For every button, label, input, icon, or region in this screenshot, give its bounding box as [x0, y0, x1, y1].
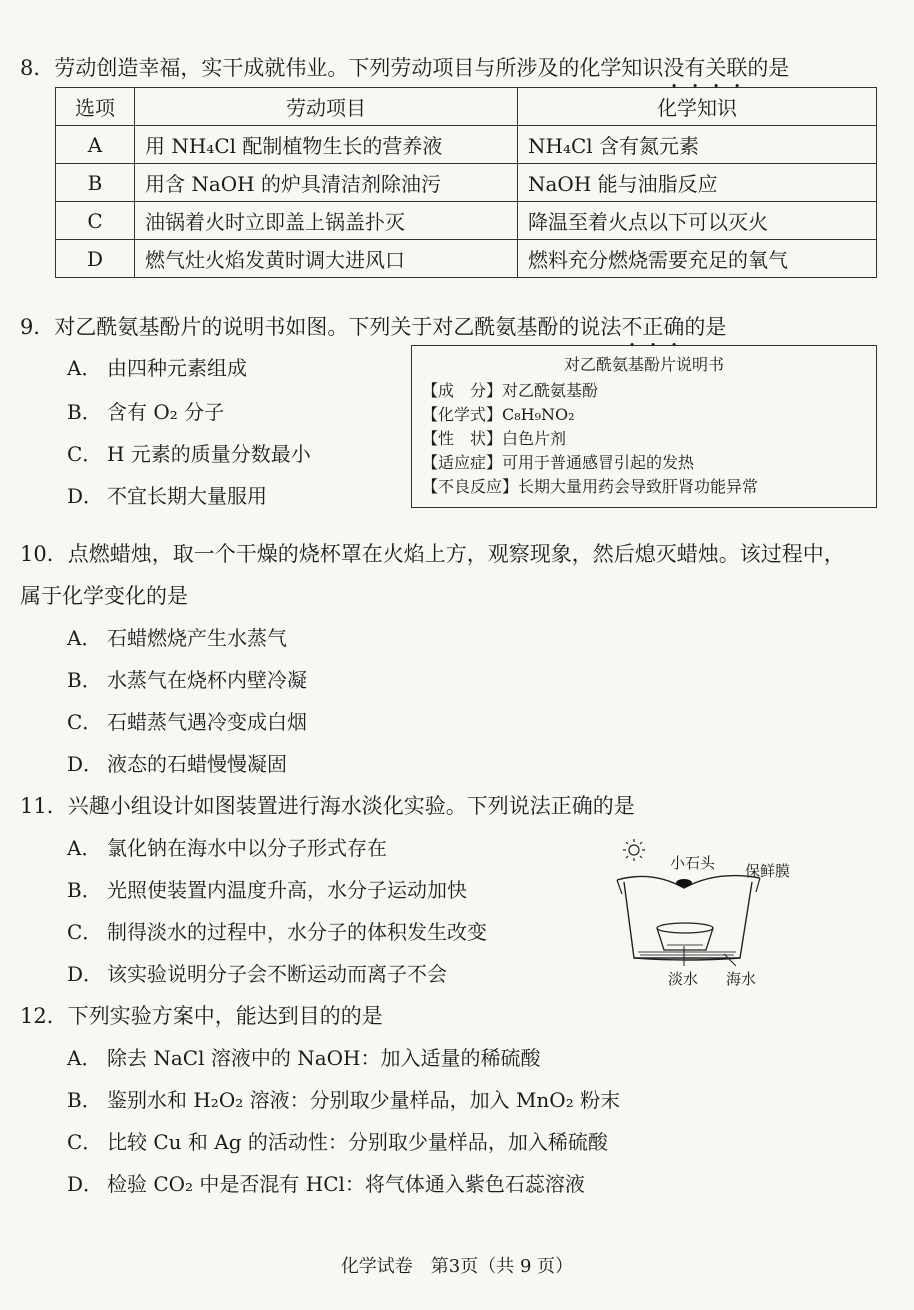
label-fresh-water: 淡水	[668, 970, 699, 988]
row-labor: 油锅着火时立即盖上锅盖扑灭	[135, 202, 518, 240]
q11-option-d: D． 该实验说明分子会不断运动而离子不会	[67, 962, 447, 986]
row-labor: 燃气灶火焰发黄时调大进风口	[135, 240, 518, 278]
q11-stem: 11．兴趣小组设计如图装置进行海水淡化实验。下列说法正确的是	[20, 794, 635, 818]
q11-option-c: C． 制得淡水的过程中，水分子的体积发生改变	[67, 920, 487, 944]
row-labor: 用 NH₄Cl 配制植物生长的营养液	[135, 126, 518, 164]
leaflet-line: 【适应症】可用于普通感冒引起的发热	[422, 453, 695, 472]
q12-option-c: C． 比较 Cu 和 Ag 的活动性：分别取少量样品，加入稀硫酸	[67, 1130, 608, 1154]
q9-option-d: D． 不宜长期大量服用	[67, 484, 267, 508]
container	[624, 882, 752, 960]
q10-option-c: C． 石蜡蒸气遇冷变成白烟	[67, 710, 307, 734]
q12-option-b: B． 鉴别水和 H₂O₂ 溶液：分别取少量样品，加入 MnO₂ 粉末	[67, 1088, 621, 1112]
q10-stem-line1: 10．点燃蜡烛，取一个干燥的烧杯罩在火焰上方，观察现象，然后熄灭蜡烛。该过程中，	[20, 542, 845, 566]
q9-option-b: B． 含有 O₂ 分子	[67, 400, 225, 424]
row-option: B	[56, 164, 135, 202]
row-knowledge: 降温至着火点以下可以灭火	[518, 202, 877, 240]
page-footer: 化学试卷 第3页（共 9 页）	[340, 1256, 574, 1277]
q8-stem: 8．劳动创造幸福，实干成就伟业。下列劳动项目与所涉及的化学知识没有关联的是	[20, 56, 790, 80]
leaflet-line: 【性 状】白色片剂	[422, 429, 567, 448]
q11-option-b: B． 光照使装置内温度升高，水分子运动加快	[67, 878, 467, 902]
header-knowledge: 化学知识	[518, 88, 877, 126]
seawater	[638, 952, 736, 955]
q8-emphasis: 没有关联	[663, 56, 748, 80]
medicine-leaflet	[411, 345, 877, 508]
cup	[657, 923, 713, 950]
leaflet-line: 【成 分】对乙酰氨基酚	[422, 381, 599, 400]
q9-stem: 9．对乙酰氨基酚片的说明书如图。下列关于对乙酰氨基酚的说法不正确的是	[20, 315, 727, 339]
q10-stem-line2: 属于化学变化的是	[20, 584, 188, 608]
row-labor: 用含 NaOH 的炉具清洁剂除油污	[135, 164, 518, 202]
q8-table	[55, 87, 877, 278]
q10-option-d: D． 液态的石蜡慢慢凝固	[67, 752, 287, 776]
table-row	[56, 240, 877, 278]
leaflet-line: 【化学式】C₈H₉NO₂	[422, 405, 575, 424]
q12-option-d: D． 检验 CO₂ 中是否混有 HCl：将气体通入紫色石蕊溶液	[67, 1172, 585, 1196]
leaflet-line: 【不良反应】长期大量用药会导致肝肾功能异常	[422, 477, 759, 496]
label-seawater: 海水	[726, 970, 757, 988]
q9-option-a: A． 由四种元素组成	[67, 356, 247, 380]
leader-sea	[724, 954, 736, 966]
q11-option-a: A． 氯化钠在海水中以分子形式存在	[67, 836, 387, 860]
table-row	[56, 164, 877, 202]
label-cling-film: 保鲜膜	[745, 862, 791, 880]
q9-emphasis: 不正确	[621, 315, 685, 339]
q10-option-b: B． 水蒸气在烧杯内壁冷凝	[67, 668, 307, 692]
row-option: D	[56, 240, 135, 278]
q12-option-a: A． 除去 NaCl 溶液中的 NaOH：加入适量的稀硫酸	[67, 1046, 541, 1070]
row-option: C	[56, 202, 135, 240]
table-header-row	[56, 88, 877, 126]
table-row	[56, 126, 877, 164]
header-option: 选项	[56, 88, 135, 126]
q10-option-a: A． 石蜡燃烧产生水蒸气	[67, 626, 287, 650]
header-labor: 劳动项目	[135, 88, 518, 126]
table-row	[56, 202, 877, 240]
leaflet-title: 对乙酰氨基酚片说明书	[563, 355, 724, 374]
sun-icon	[623, 839, 645, 861]
row-knowledge: NaOH 能与油脂反应	[518, 164, 877, 202]
row-knowledge: 燃料充分燃烧需要充足的氧气	[518, 240, 877, 278]
row-knowledge: NH₄Cl 含有氮元素	[518, 126, 877, 164]
row-option: A	[56, 126, 135, 164]
q9-option-c: C． H 元素的质量分数最小	[67, 442, 311, 466]
q12-stem: 12．下列实验方案中，能达到目的的是	[20, 1004, 383, 1028]
small-stone	[676, 879, 692, 887]
label-small-stone: 小石头	[670, 854, 716, 872]
